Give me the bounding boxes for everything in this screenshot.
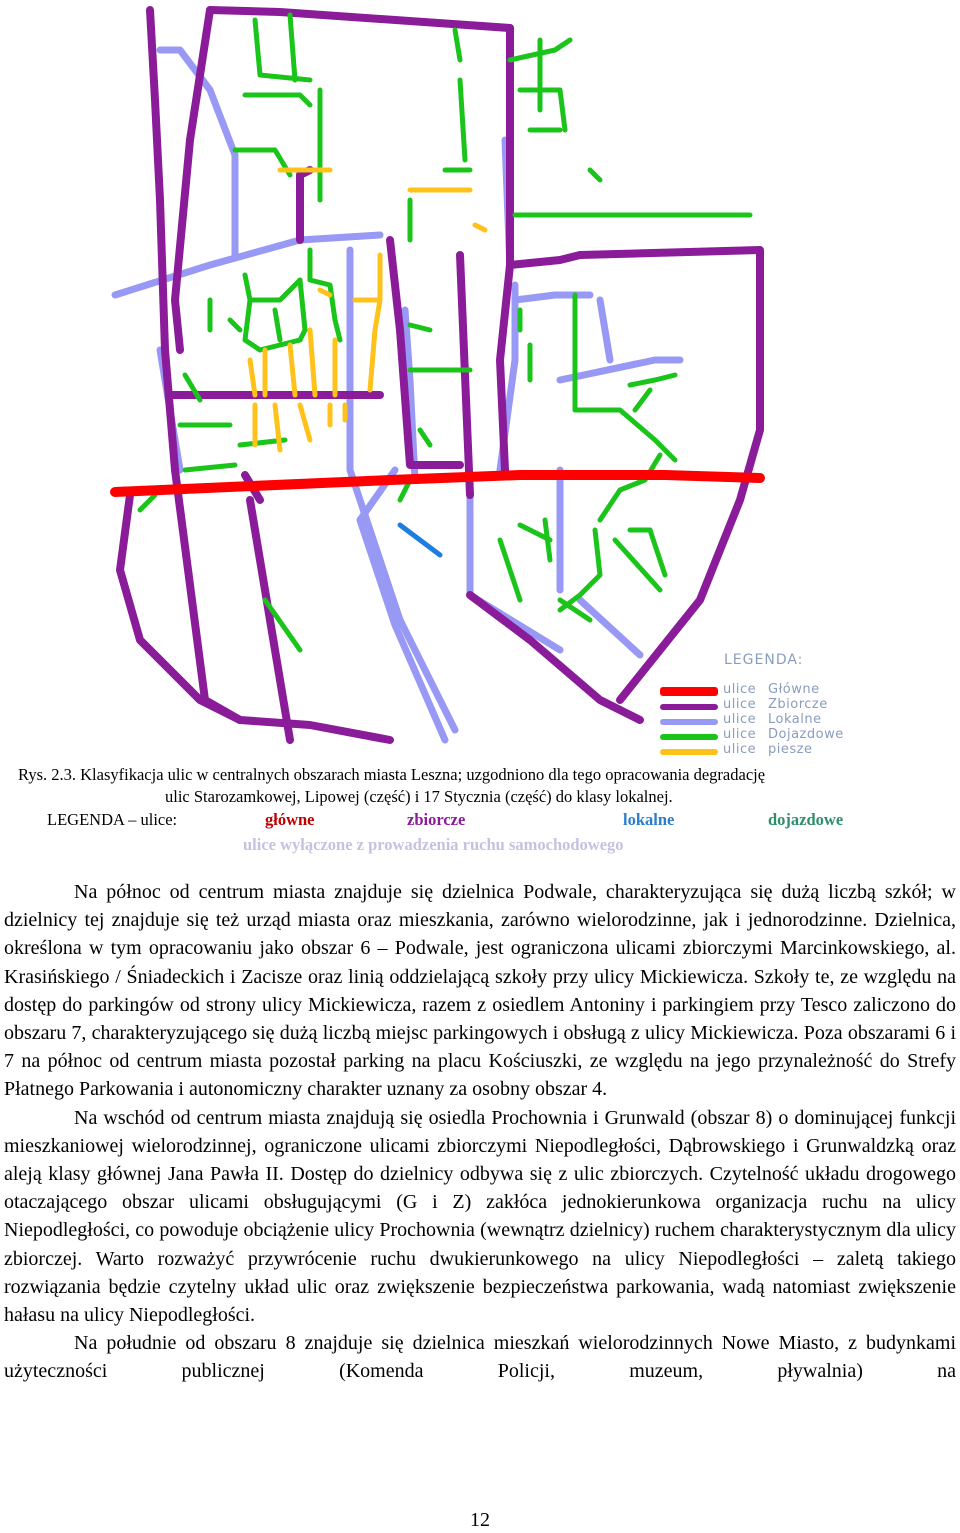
paragraph: Na wschód od centrum miasta znajdują się osiedla Prochownia i Grunwald (obszar 8) o dominującej funkcji mieszkaniowej wielorodzinnej, ograniczone ulicami zbiorczymi Niepodległości, Dąbrowskiego i Grunwaldzką oraz aleją klasy głównej Jana Pawła II. Dostęp do dzielnicy odbywa się z ulic zbiorczych. Czytelność układu drogowego otaczającego obszar ulicami obsługującymi (G i Z) zakłóca jednokierunkowa organizacja ruchu na ulicy Niepodległości, co powoduje obciążenie ulicy Prochownia (wewnątrz dzielnicy) ruchem charakterystycznym dla ulicy zbiorczej. Warto rozważyć przywrócenie ruchu dwukierunkowego na ulicy Niepodległości – zaletą takiego rozwiązania będzie czytelny układ ulic oraz zwiększenie bezpieczeństwa parkowania, wadą natomiast zwiększenie hałasu na ulicy Niepodległości. — [4, 1106, 956, 1327]
collector-streets — [120, 10, 760, 740]
legend-label-glowne: Główne — [768, 682, 820, 697]
legend-prefix: ulice — [723, 697, 757, 712]
legend-label-piesze: piesze — [768, 742, 813, 757]
legend-swatch-access — [660, 734, 718, 740]
map-legend-row-piesze — [660, 744, 950, 759]
legend-label-lokalne: Lokalne — [768, 712, 822, 727]
text-legend-dojazdowe: dojazdowe — [768, 810, 844, 829]
paragraph: Na północ od centrum miasta znajduje się dzielnica Podwale, charakteryzująca się dużą liczbą szkół; w dzielnicy tej znajduje się też urząd miasta oraz mieszkania, zarówno wielorodzinne, jak i jednorodzinne. Dzielnica, określona w tym opracowaniu jako obszar 6 – Podwale, jest ograniczona ulicami zbiorczymi Marcinkowskiego, al. Krasińskiego / Śniadeckich i Zacisze oraz linią oddzielającą szkoły przy ulicy Mickiewicza. Szkoły te, ze względu na dostęp do parkingów od strony ulicy Mickiewicza, razem z osiedlem Antoniny i parkingiem przy Tesco zaliczono do obszaru 7, charakteryzującego się dużą liczbą miejsc parkingowych i obsługą z ulicy Mickiewicza. Poza obszarami 6 i 7 na północ od centrum miasta pozostał parking na placu Kościuszki, ze względu na jego przynależność do Strefy Płatnego Parkowania i autonomiczny charakter uznany za osobny obszar 4. — [4, 881, 956, 1101]
access-streets — [140, 15, 750, 650]
legend-prefix: ulice — [723, 727, 757, 742]
body-text — [4, 878, 956, 1386]
legend-prefix: ulice — [723, 712, 757, 727]
main-streets — [115, 475, 760, 492]
legend-label-zbiorcze: Zbiorcze — [768, 697, 828, 712]
legend-label-dojazdowe: Dojazdowe — [768, 727, 844, 742]
text-legend-glowne: główne — [265, 810, 315, 829]
page-number: 12 — [470, 1509, 490, 1531]
caption-line-2: ulic Starozamkowej, Lipowej (część) i 17 Stycznia (część) do klasy lokalnej. — [165, 787, 673, 806]
map-legend-title: LEGENDA: — [724, 652, 804, 668]
text-legend-wylaczone: ulice wyłączone z prowadzenia ruchu samochodowego — [243, 835, 624, 854]
highlight-segment — [400, 525, 440, 555]
paragraph: Na południe od obszaru 8 znajduje się dzielnica mieszkań wielorodzinnych Nowe Miasto, z budynkami użyteczności publicznej (Komenda Policji, muzeum, pływalnia) na — [4, 1332, 956, 1383]
text-legend-lokalne: lokalne — [623, 810, 675, 829]
text-legend-prefix: LEGENDA – ulice: — [47, 810, 178, 829]
legend-swatch-collector — [660, 704, 718, 710]
legend-prefix: ulice — [723, 682, 757, 697]
caption-line-1: Rys. 2.3. Klasyfikacja ulic w centralnych obszarach miasta Leszna; uzgodniono dla tego opracowania degradację — [18, 765, 766, 784]
text-legend-zbiorcze: zbiorcze — [407, 810, 466, 829]
legend-prefix: ulice — [723, 742, 757, 757]
legend-swatch-local — [660, 719, 718, 725]
street-map — [0, 0, 960, 765]
pedestrian-streets — [250, 170, 485, 450]
legend-swatch-pedestrian — [660, 749, 718, 755]
legend-swatch-main — [660, 687, 718, 696]
map-legend — [660, 648, 950, 763]
